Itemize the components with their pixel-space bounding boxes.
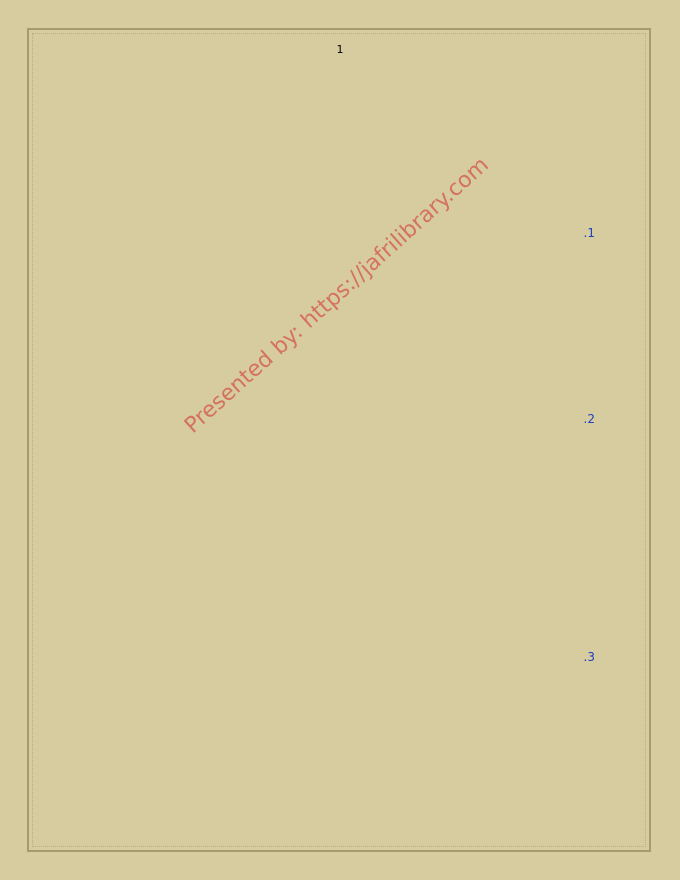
page-border [27,28,651,852]
watermark: Presented by: https://jafrilibrary.com [180,152,494,439]
section-3-number: 3. [583,650,595,664]
section-3-heading [135,650,595,664]
page-border-inner [32,33,646,847]
section-1-heading [135,226,595,240]
section-2-number: 2. [583,412,595,426]
section-1-number: 1. [583,226,595,240]
page-number: 1 [336,43,344,56]
